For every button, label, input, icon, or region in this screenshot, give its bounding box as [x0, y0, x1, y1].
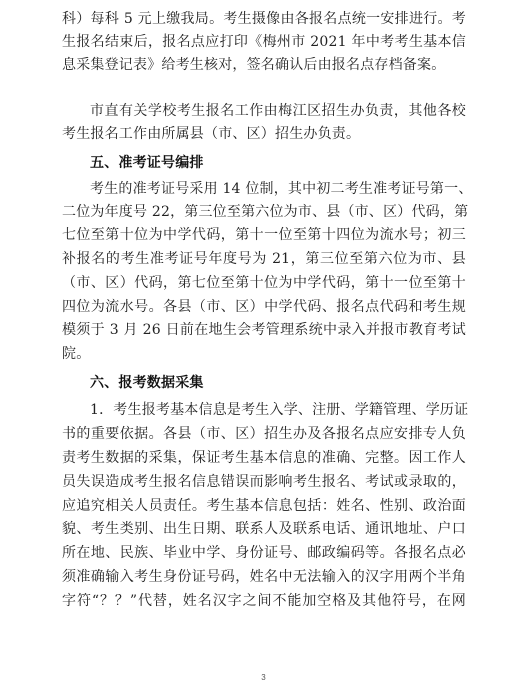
- paragraph-line: 1．考生报考基本信息是考生入学、注册、学籍管理、学历证: [90, 402, 469, 418]
- paragraph-line: 息采集登记表》给考生核对，签名确认后由报名点存档备案。: [62, 57, 446, 73]
- paragraph-line: 补报名的考生准考证号年度号为 21，第三位至第六位为市、县: [62, 251, 466, 267]
- paragraph-line: 书的重要依据。各县（市、区）招生办及各报名点应安排专人负: [62, 426, 466, 442]
- paragraph-line: 院。: [62, 346, 91, 362]
- page-number: 3: [261, 673, 266, 682]
- paragraph-line: 模须于 3 月 26 日前在地生会考管理系统中录入并报市教育考试: [62, 322, 466, 338]
- paragraph-line: 七位至第十位为中学代码，第十一位至第十四位为流水号；初三: [62, 227, 466, 243]
- paragraph-line: （市、区）代码，第七位至第十位为中学代码，第十一位至第十: [62, 275, 466, 291]
- paragraph-line: 考生报名工作由所属县（市、区）招生办负责。: [62, 126, 361, 142]
- paragraph-line: 所在地、民族、毕业中学、身份证号、邮政编码等。各报名点必: [62, 545, 466, 561]
- paragraph-line: 貌、考生类别、出生日期、联系人及联系电话、通讯地址、户口: [62, 521, 466, 537]
- paragraph-line: 市直有关学校考生报名工作由梅江区招生办负责，其他各校: [90, 103, 466, 119]
- paragraph-line: 四位为流水号。各县（市、区）中学代码、报名点代码和考生规: [62, 299, 466, 315]
- paragraph-line: 责考生数据的采集，保证考生基本信息的准确、完整。因工作人: [62, 450, 466, 466]
- paragraph-line: 考生的准考证号采用 14 位制，其中初二考生准考证号第一、: [90, 181, 473, 197]
- section-heading: 五、准考证号编排: [90, 155, 204, 171]
- section-heading: 六、报考数据采集: [90, 375, 204, 391]
- paragraph-line: 二位为年度号 22，第三位至第六位为市、县（市、区）代码，第: [62, 204, 469, 220]
- paragraph-line: 科）每科 5 元上缴我局。考生摄像由各报名点统一安排进行。考: [62, 11, 466, 27]
- paragraph-line: 字符“？？”代替，姓名汉字之间不能加空格及其他符号，在网: [62, 593, 466, 609]
- paragraph-line: 须准确输入考生身份证号码，姓名中无法输入的汉字用两个半角: [62, 569, 466, 585]
- paragraph-line: 员失误造成考生报名信息错误而影响考生报名、考试或录取的，: [62, 474, 466, 490]
- paragraph-line: 生报名结束后，报名点应打印《梅州市 2021 年中考考生基本信: [62, 34, 466, 50]
- paragraph-line: 应追究相关人员责任。考生基本信息包括：姓名、性别、政治面: [62, 498, 466, 514]
